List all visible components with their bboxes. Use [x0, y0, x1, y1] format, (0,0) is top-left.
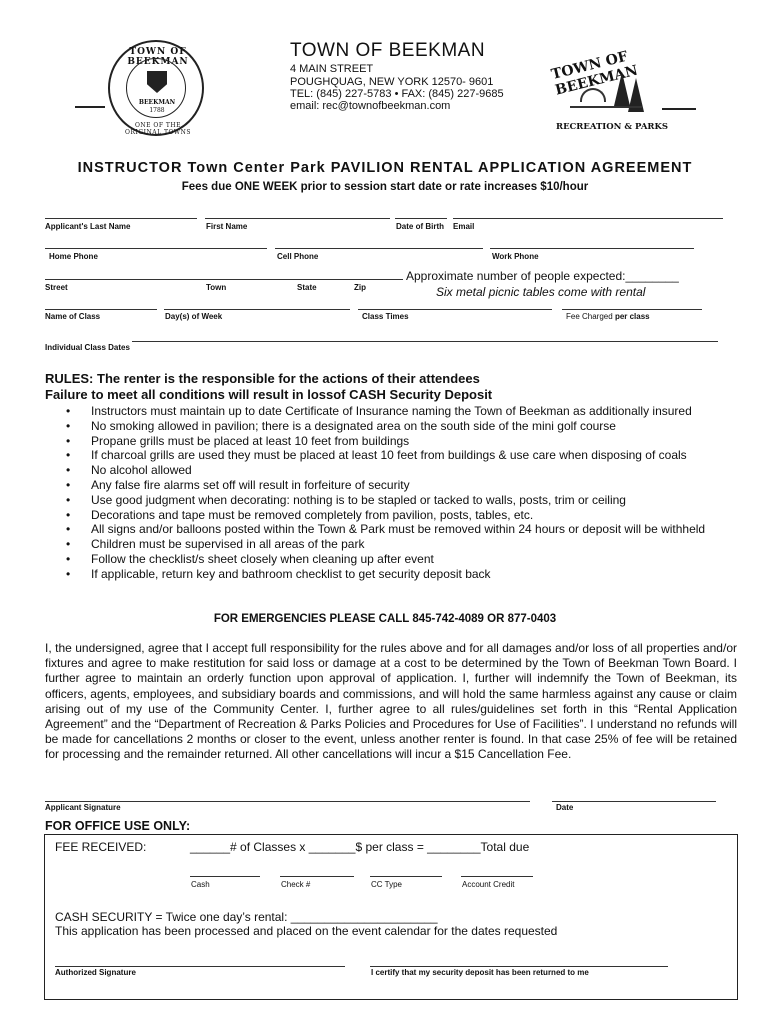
- emergency-contact: FOR EMERGENCIES PLEASE CALL 845-742-4089 OR 877-0403: [213, 613, 557, 625]
- rule-item: • Children must be supervised in all areas of the park: [66, 537, 736, 552]
- last-name-line[interactable]: [45, 218, 197, 219]
- rules-subheading: Failure to meet all conditions will result in lossof CASH Security Deposit: [45, 387, 493, 402]
- class-times-line[interactable]: [358, 309, 552, 310]
- header-rule-left: [75, 106, 105, 108]
- class-name-label: Name of Class: [45, 312, 101, 321]
- town-seal: [108, 40, 204, 136]
- processed-statement: This application has been processed and placed on the event calendar for the dates requested: [55, 924, 558, 938]
- account-credit-line[interactable]: [461, 876, 533, 877]
- recreation-logo: [548, 48, 660, 126]
- page-subtitle: Fees due ONE WEEK prior to session start date or rate increases $10/hour: [181, 181, 589, 193]
- office-use-heading: FOR OFFICE USE ONLY:: [45, 819, 191, 833]
- check-label: Check #: [281, 880, 311, 889]
- zip-label: Zip: [354, 283, 366, 292]
- per-class-text: per class: [614, 312, 650, 321]
- seal-year: 1788: [149, 107, 165, 114]
- fee-received-label: FEE RECEIVED:: [55, 840, 147, 854]
- address-street: 4 MAIN STREET: [290, 63, 374, 75]
- first-name-line[interactable]: [205, 218, 390, 219]
- rp-logo-text: TOWN OF BEEKMAN: [549, 48, 640, 99]
- address-city: POUGHQUAG, NEW YORK 12570- 9601: [290, 76, 494, 88]
- state-label: State: [297, 283, 317, 292]
- days-label: Day(s) of Week: [165, 312, 223, 321]
- cash-label: Cash: [191, 880, 210, 889]
- rule-item: • If charcoal grills are used they must be placed at least 10 feet from buildings & use care when disposing of coals: [66, 448, 736, 463]
- class-dates-label: Individual Class Dates: [45, 343, 130, 352]
- certify-signature-line[interactable]: [370, 966, 668, 967]
- recreation-caption: RECREATION & PARKS: [556, 122, 669, 132]
- check-line[interactable]: [280, 876, 354, 877]
- class-times-label: Class Times: [362, 312, 409, 321]
- cc-type-label: CC Type: [371, 880, 402, 889]
- certify-statement: I certify that my security deposit has been returned to me: [371, 968, 589, 977]
- seal-top-text: TOWN OF BEEKMAN: [127, 47, 189, 67]
- email-label: Email: [453, 222, 475, 231]
- town-name: TOWN OF BEEKMAN: [290, 40, 486, 61]
- seal-inner-ring: [126, 58, 186, 118]
- page-title: INSTRUCTOR Town Center Park PAVILION RENTAL APPLICATION AGREEMENT: [77, 160, 693, 176]
- seal-name: BEEKMAN: [138, 99, 176, 106]
- dob-label: Date of Birth: [396, 222, 444, 231]
- fee-charged-label: [566, 312, 650, 321]
- rules-list: [66, 404, 736, 582]
- home-phone-line[interactable]: [45, 248, 267, 249]
- class-name-line[interactable]: [45, 309, 157, 310]
- first-name-label: First Name: [206, 222, 248, 231]
- rule-item: • All signs and/or balloons posted within the Town & Park must be removed within 24 hours or deposit will be withheld: [66, 522, 736, 537]
- rule-item: • Any false fire alarms set off will result in forfeiture of security: [66, 478, 736, 493]
- cell-phone-label: Cell Phone: [277, 252, 319, 261]
- rule-item: • No alcohol allowed: [66, 463, 736, 478]
- shield-icon: [147, 71, 167, 93]
- dob-line[interactable]: [395, 218, 447, 219]
- phone-fax: TEL: (845) 227-5783 • FAX: (845) 227-9685: [290, 88, 504, 100]
- work-phone-label: Work Phone: [492, 252, 539, 261]
- sun-icon: [580, 88, 606, 102]
- classes-calculation[interactable]: ______# of Classes x _______$ per class = ________Total due: [190, 840, 530, 854]
- email-address: email: rec@townofbeekman.com: [290, 100, 451, 112]
- rule-item: • Instructors must maintain up to date Certificate of Insurance naming the Town of Beekman as additionally insured: [66, 404, 736, 419]
- last-name-label: Applicant's Last Name: [45, 222, 131, 231]
- account-credit-label: Account Credit: [462, 880, 515, 889]
- applicant-signature-label: Applicant Signature: [45, 803, 121, 812]
- fee-charged-text: Fee Charged: [566, 312, 613, 321]
- address-line[interactable]: [45, 279, 403, 280]
- rule-item: • Decorations and tape must be removed completely from pavilion, posts, tables, etc.: [66, 508, 736, 523]
- cash-line[interactable]: [190, 876, 260, 877]
- authorized-signature-label: Authorized Signature: [55, 968, 136, 977]
- agreement-text: I, the undersigned, agree that I accept full responsibility for the rules above and for all damages and/or loss of all properties and/or fixtures and agree to make restitution for said loss or damage at a cost to be determined by the Town of Beekman Town Board. I further agree to maintain an orderly function upon approval of application. I, further will indemnify the Town of Beekman, its officers, agents, employees, and subsidiary boards and commissions, and will hold the same harmless against any cause or claim arising out of my use of the Community Center. I, further agree to all rules/guidelines set forth in this “Rental Application Agreement” and the “Department of Recreation & Parks Policies and Procedures for Use of Facilities”. I understand no refunds will be made for cancellations 2 months or closer to the event, unless another renter is found. In that case 25% of fee will be retained for processing and the remainder returned. All other cancellations will incur a $15 Cancellation Fee.: [45, 641, 737, 762]
- header-rule-right: [662, 108, 696, 110]
- town-label: Town: [206, 283, 227, 292]
- rules-heading: RULES: The renter is the responsible for the actions of their attendees: [45, 371, 480, 386]
- date-label: Date: [556, 803, 574, 812]
- home-phone-label: Home Phone: [49, 252, 98, 261]
- class-dates-line[interactable]: [132, 341, 718, 342]
- work-phone-line[interactable]: [490, 248, 694, 249]
- approx-people-field[interactable]: Approximate number of people expected:________: [406, 269, 679, 283]
- seal-bottom-text: ONE OF THE ORIGINAL TOWNS: [125, 122, 191, 136]
- picnic-tables-note: Six metal picnic tables come with rental: [436, 285, 646, 299]
- days-line[interactable]: [164, 309, 350, 310]
- rule-item: • Follow the checklist/s sheet closely when cleaning up after event: [66, 552, 736, 567]
- rule-item: • Propane grills must be placed at least 10 feet from buildings: [66, 434, 736, 449]
- rule-item: • If applicable, return key and bathroom checklist to get security deposit back: [66, 567, 736, 582]
- date-line[interactable]: [552, 801, 716, 802]
- cash-security-field[interactable]: CASH SECURITY = Twice one day’s rental: ______________________: [55, 910, 438, 924]
- ground-line: [570, 106, 642, 108]
- applicant-signature-line[interactable]: [45, 801, 530, 802]
- cc-type-line[interactable]: [370, 876, 442, 877]
- rule-item: • No smoking allowed in pavilion; there is a designated area on the south side of the mini golf course: [66, 419, 736, 434]
- street-label: Street: [45, 283, 68, 292]
- fee-charged-line[interactable]: [562, 309, 702, 310]
- rule-item: • Use good judgment when decorating: nothing is to be stapled or tacked to walls, posts, trim or ceiling: [66, 493, 736, 508]
- authorized-signature-line[interactable]: [55, 966, 345, 967]
- cell-phone-line[interactable]: [275, 248, 483, 249]
- email-line[interactable]: [453, 218, 723, 219]
